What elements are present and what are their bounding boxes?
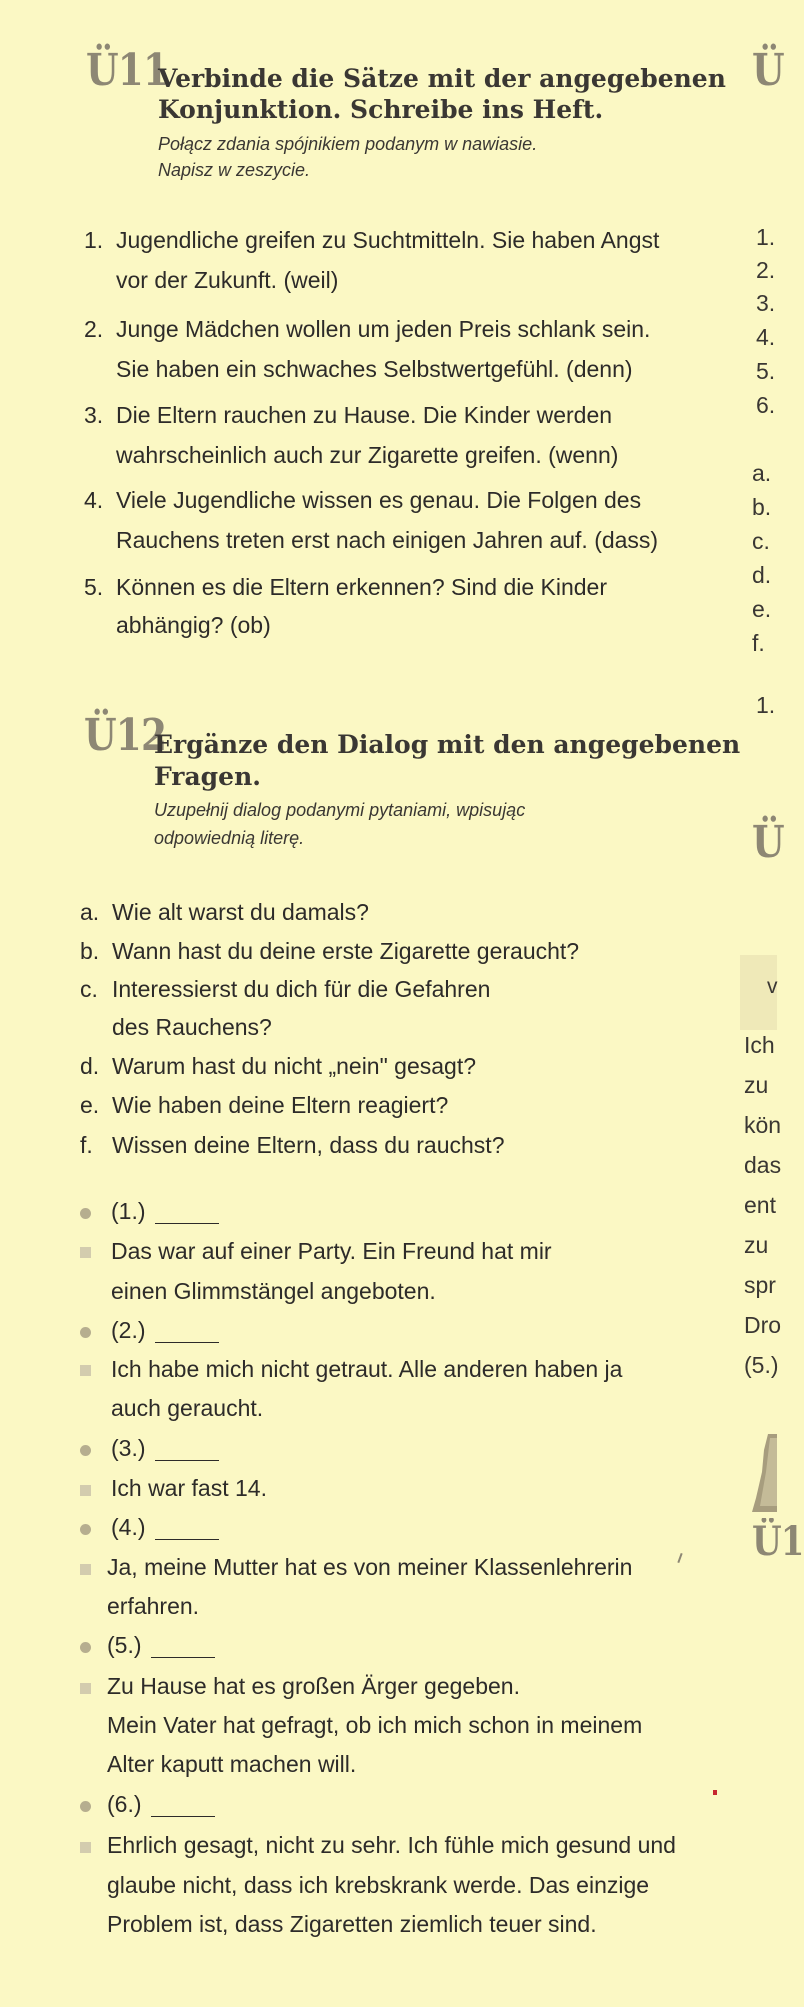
answer-blank[interactable]: [155, 1205, 219, 1224]
dialog-answer-line: Ich habe mich nicht getraut. Alle anderen haben ja: [111, 1356, 623, 1382]
dialog-question-number: (2.): [111, 1317, 146, 1343]
dialog-answer-line: Problem ist, dass Zigaretten ziemlich teuer sind.: [107, 1911, 597, 1937]
answer-blank[interactable]: [155, 1442, 219, 1461]
exercise-11-title-line1: Verbinde die Sätze mit der angegebenen: [158, 64, 726, 93]
list-item-text: Sie haben ein schwaches Selbstwertgefühl. (denn): [116, 356, 633, 382]
list-item-text: Jugendliche greifen zu Suchtmitteln. Sie haben Angst: [116, 227, 660, 253]
list-item-text: Die Eltern rauchen zu Hause. Die Kinder werden: [116, 402, 613, 428]
right-text-line: (5.): [744, 1352, 779, 1378]
dialog-answer-line: erfahren.: [107, 1593, 200, 1619]
question-text: Warum hast du nicht „nein" gesagt?: [112, 1053, 477, 1079]
question-bullet-icon: [80, 1445, 91, 1456]
dialog-answer-line: auch geraucht.: [111, 1395, 264, 1421]
right-exercise-label-2: Ü: [752, 817, 784, 868]
answer-blank[interactable]: [151, 1798, 215, 1817]
chess-piece-icon: [748, 1432, 777, 1514]
right-list-number: 2.: [756, 257, 776, 283]
answer-bullet-icon: [80, 1247, 91, 1258]
list-item-text: Rauchens treten erst nach einigen Jahren auf. (dass): [116, 527, 659, 553]
question-text: des Rauchens?: [112, 1014, 272, 1040]
dialog-question-number: (1.): [111, 1198, 146, 1224]
list-item-number: 1.: [84, 227, 104, 253]
right-text-line: Ich: [744, 1032, 775, 1058]
exercise-11-subtitle-line2: Napisz w zeszycie.: [158, 160, 311, 180]
list-item-text: Junge Mädchen wollen um jeden Preis schlank sein.: [116, 316, 651, 342]
right-list-letter: e.: [752, 596, 772, 622]
right-list-number: 1.: [756, 224, 776, 250]
exercise-12-title-line2: Fragen.: [154, 762, 261, 791]
question-bullet-icon: [80, 1801, 91, 1812]
exercise-12-subtitle-line1: Uzupełnij dialog podanymi pytaniami, wpisując: [154, 800, 526, 820]
right-list-number: 4.: [756, 324, 776, 350]
question-text: Wann hast du deine erste Zigarette geraucht?: [112, 938, 580, 964]
dialog-answer-line: Das war auf einer Party. Ein Freund hat mir: [111, 1238, 552, 1264]
dialog-question-number: (3.): [111, 1435, 146, 1461]
dialog-answer-line: Ich war fast 14.: [111, 1475, 267, 1501]
list-item-number: 2.: [84, 316, 104, 342]
dialog-question-number: (5.): [107, 1632, 142, 1658]
exercise-12-title-line1: Ergänze den Dialog mit den angegebenen: [154, 730, 741, 759]
dialog-answer-line: Alter kaputt machen will.: [107, 1751, 357, 1777]
list-item-text: abhängig? (ob): [116, 612, 271, 638]
right-list-letter: a.: [752, 460, 772, 486]
right-exercise-label-3: Ü1: [752, 1518, 804, 1565]
right-text-line: das: [744, 1152, 782, 1178]
right-list-number: 6.: [756, 392, 776, 418]
list-item-text: vor der Zukunft. (weil): [116, 267, 339, 293]
dialog-answer-line: Ehrlich gesagt, nicht zu sehr. Ich fühle mich gesund und: [107, 1832, 676, 1858]
question-letter: c.: [80, 976, 98, 1002]
question-text: Interessierst du dich für die Gefahren: [112, 976, 491, 1002]
question-text: Wie haben deine Eltern reagiert?: [112, 1092, 449, 1118]
dialog-answer-line: glaube nicht, dass ich krebskrank werde. Das einzige: [107, 1872, 650, 1898]
question-bullet-icon: [80, 1327, 91, 1338]
right-exercise-label: Ü: [752, 45, 784, 96]
answer-bullet-icon: [80, 1683, 91, 1694]
question-bullet-icon: [80, 1524, 91, 1535]
list-item-number: 4.: [84, 487, 104, 513]
answer-blank[interactable]: [155, 1324, 219, 1343]
dialog-answer-line: Mein Vater hat gefragt, ob ich mich schon in meinem: [107, 1712, 643, 1738]
right-list-number: 3.: [756, 290, 776, 316]
exercise-12-label: Ü12: [84, 710, 167, 761]
exercise-12-subtitle-line2: odpowiednią literę.: [154, 828, 305, 848]
right-list-letter: c.: [752, 528, 770, 554]
question-bullet-icon: [80, 1208, 91, 1219]
right-list-letter: f.: [752, 630, 765, 656]
question-text: Wie alt warst du damals?: [112, 899, 369, 925]
question-letter: f.: [80, 1132, 93, 1158]
answer-blank[interactable]: [155, 1521, 219, 1540]
right-list-number: 5.: [756, 358, 776, 384]
dialog-answer-line: Zu Hause hat es großen Ärger gegeben.: [107, 1673, 520, 1699]
answer-bullet-icon: [80, 1485, 91, 1496]
dialog-question-number: (6.): [107, 1791, 142, 1817]
right-text-line: zu: [744, 1232, 769, 1258]
stray-tick: [677, 1553, 682, 1563]
list-item-number: 5.: [84, 574, 104, 600]
stray-mark: [713, 1790, 717, 1795]
dialog-answer-line: einen Glimmstängel angeboten.: [111, 1278, 436, 1304]
question-letter: b.: [80, 938, 100, 964]
exercise-11-label: Ü11: [86, 45, 169, 96]
right-text-line: zu: [744, 1072, 769, 1098]
right-text-line: Dro: [744, 1312, 782, 1338]
right-text-line: spr: [744, 1272, 776, 1298]
answer-bullet-icon: [80, 1842, 91, 1853]
exercise-11-title-line2: Konjunktion. Schreibe ins Heft.: [158, 95, 604, 124]
right-text-line: ent: [744, 1192, 776, 1218]
list-item-text: Können es die Eltern erkennen? Sind die Kinder: [116, 574, 608, 600]
question-letter: e.: [80, 1092, 100, 1118]
right-answer-number: 1.: [756, 692, 776, 718]
right-list-letter: d.: [752, 562, 772, 588]
question-letter: d.: [80, 1053, 100, 1079]
dialog-answer-line: Ja, meine Mutter hat es von meiner Klassenlehrerin: [107, 1554, 633, 1580]
right-word-box-text: v: [767, 975, 778, 998]
answer-bullet-icon: [80, 1564, 91, 1575]
right-text-line: kön: [744, 1112, 782, 1138]
list-item-text: Viele Jugendliche wissen es genau. Die Folgen des: [116, 487, 642, 513]
answer-bullet-icon: [80, 1365, 91, 1376]
question-letter: a.: [80, 899, 100, 925]
dialog-question-number: (4.): [111, 1514, 146, 1540]
question-text: Wissen deine Eltern, dass du rauchst?: [112, 1132, 505, 1158]
list-item-text: wahrscheinlich auch zur Zigarette greifen. (wenn): [116, 442, 619, 468]
question-bullet-icon: [80, 1642, 91, 1653]
right-list-letter: b.: [752, 494, 772, 520]
exercise-11-subtitle-line1: Połącz zdania spójnikiem podanym w nawiasie.: [158, 134, 538, 154]
answer-blank[interactable]: [151, 1639, 215, 1658]
list-item-number: 3.: [84, 402, 104, 428]
